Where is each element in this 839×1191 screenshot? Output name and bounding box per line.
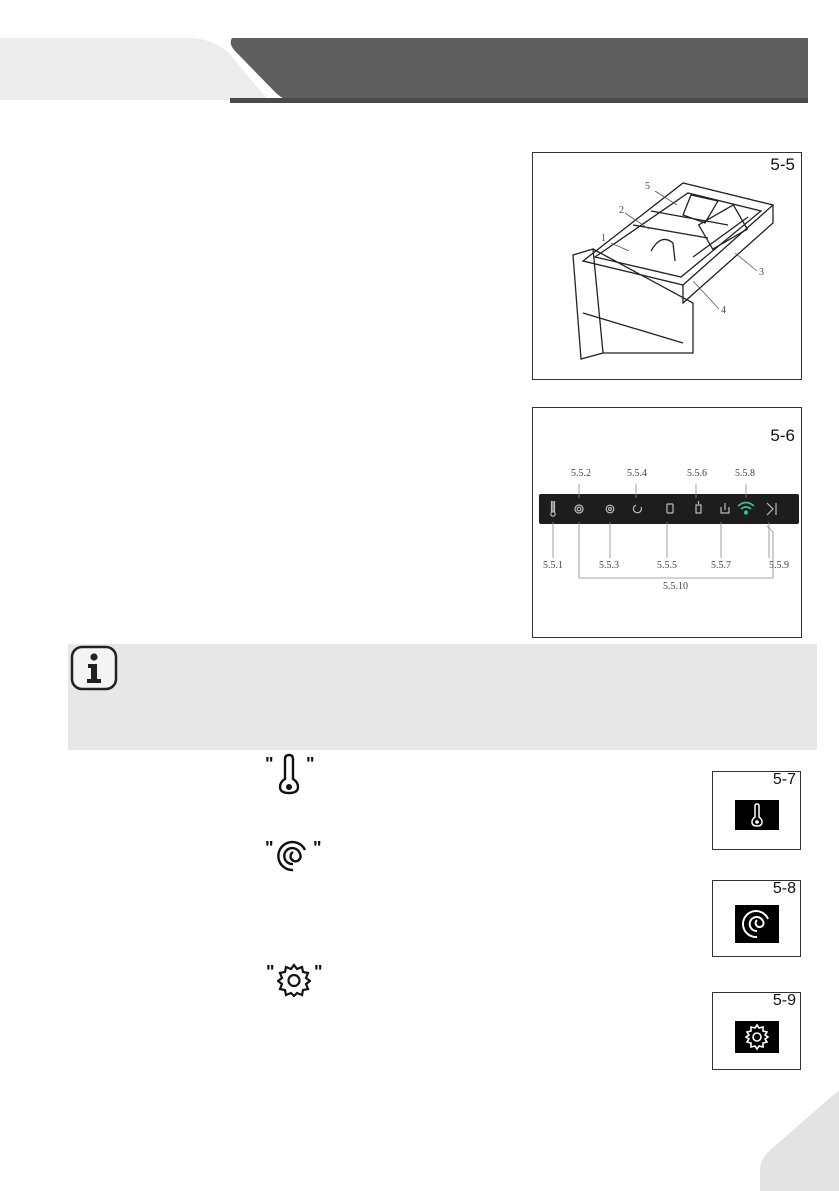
quote-close: " xyxy=(306,754,315,774)
quote-open: " xyxy=(266,962,275,982)
quote-close: " xyxy=(313,838,322,858)
figure-5-9 xyxy=(712,992,801,1070)
figure-5-6 xyxy=(532,407,802,638)
page-header xyxy=(0,0,839,110)
callout-5-5-8: 5.5.8 xyxy=(735,468,755,479)
quote-close: " xyxy=(314,962,323,982)
part-callout-5: 5 xyxy=(645,181,650,192)
quote-open: " xyxy=(265,838,274,858)
spiral-icon xyxy=(735,905,779,943)
gear-icon xyxy=(735,1021,779,1053)
corner-tab xyxy=(760,1090,839,1191)
callout-5-5-6: 5.5.6 xyxy=(687,468,707,479)
callout-5-5-4: 5.5.4 xyxy=(627,468,647,479)
callout-5-5-1: 5.5.1 xyxy=(543,560,563,571)
callout-5-5-9: 5.5.9 xyxy=(769,560,789,571)
figure-5-8 xyxy=(712,880,801,957)
figure-label: 5-5 xyxy=(770,155,795,174)
spiral-icon xyxy=(275,838,311,874)
callout-5-5-7: 5.5.7 xyxy=(711,560,731,571)
part-callout-1: 1 xyxy=(601,233,606,244)
callout-5-5-5: 5.5.5 xyxy=(657,560,677,571)
header-light-tab xyxy=(0,38,268,100)
part-callout-3: 3 xyxy=(759,267,764,278)
gear-icon-tile xyxy=(735,1021,779,1053)
part-callout-2: 2 xyxy=(619,205,624,216)
control-panel-illustration xyxy=(533,408,801,637)
gear-icon xyxy=(277,963,311,997)
callout-5-5-3: 5.5.3 xyxy=(599,560,619,571)
thermometer-icon-tile xyxy=(735,800,779,830)
figure-label: 5-9 xyxy=(772,992,796,1009)
spiral-icon-tile xyxy=(735,905,779,943)
figure-label: 5-6 xyxy=(770,426,795,445)
part-callout-4: 4 xyxy=(721,305,726,316)
figure-label: 5-8 xyxy=(772,880,796,897)
info-icon xyxy=(70,645,118,691)
figure-label: 5-7 xyxy=(772,771,796,788)
quote-open: " xyxy=(265,754,274,774)
callout-5-5-10: 5.5.10 xyxy=(663,581,688,592)
detergent-drawer-illustration xyxy=(533,153,801,379)
info-box xyxy=(68,644,817,750)
thermometer-icon xyxy=(276,753,302,795)
figure-5-5 xyxy=(532,152,802,380)
control-panel-bar xyxy=(539,494,799,524)
thermometer-icon xyxy=(552,501,555,512)
header-dark-band xyxy=(231,38,808,102)
figure-5-7 xyxy=(712,771,801,850)
callout-5-5-2: 5.5.2 xyxy=(571,468,591,479)
thermometer-icon xyxy=(735,800,779,830)
